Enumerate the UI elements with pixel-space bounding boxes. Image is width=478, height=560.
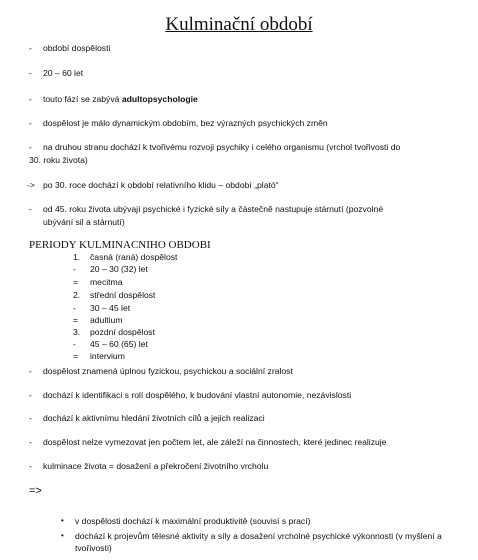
bullet-item: dochází k projevům tělesné aktivity a síly a dosažení vrcholné psychické výkonnosti (v myšlení a tvořivosti) — [75, 531, 442, 553]
dash-marker: - — [29, 118, 32, 128]
period-eq: = — [73, 351, 79, 361]
period-name: střední dospělost — [90, 290, 156, 300]
list-item-continuation: ubývání sil a stárnutí) — [43, 217, 125, 227]
dash-marker: - — [29, 142, 32, 152]
list-item: dochází k identifikaci s rolí dospělého, k budování vlastní autonomie, nezávislosti — [43, 390, 352, 400]
dash-marker: - — [29, 461, 32, 471]
dash-marker: - — [29, 413, 32, 423]
list-item: kulminace života = dosažení a překročení životního vrcholu — [43, 461, 269, 471]
period-number: 1. — [73, 252, 81, 262]
period-number: 3. — [73, 327, 81, 337]
period-term: intervium — [90, 351, 125, 361]
period-dash: - — [73, 339, 76, 349]
dash-marker: - — [29, 204, 32, 214]
period-dash: - — [73, 303, 76, 313]
period-dash: - — [73, 264, 76, 274]
list-item: na druhou stranu dochází k tvořivému rozvoji psychiky i celého organismu (vrchol tvořivosti do — [43, 142, 401, 152]
list-item: dochází k aktivnímu hledání životních cílů a jejich realizaci — [43, 413, 265, 423]
list-item: období dospělosti — [43, 43, 111, 53]
list-item: po 30. roce dochází k období relativního klidu – období „plató“ — [43, 180, 279, 190]
period-eq: = — [73, 315, 79, 325]
list-item: 20 – 60 let — [43, 68, 84, 78]
period-eq: = — [73, 277, 79, 287]
period-name: časná (raná) dospělost — [90, 252, 178, 262]
dash-marker: - — [29, 94, 32, 104]
dash-marker: - — [29, 68, 32, 78]
period-years: 30 – 45 let — [90, 303, 131, 313]
implies-arrow: => — [29, 485, 42, 497]
period-term: mecitma — [90, 277, 123, 287]
dash-marker: - — [29, 43, 32, 53]
bullet-item: v dospělosti dochází k maximální produktivitě (souvisí s prací) — [75, 516, 311, 526]
dash-marker: - — [29, 390, 32, 400]
list-item: od 45. roku života ubývají psychické i fyzické síly a částečně nastupuje stárnutí (pozvolné — [43, 204, 384, 214]
list-item — [43, 93, 198, 105]
arrow-marker: -> — [27, 180, 35, 190]
period-name: pozdní dospělost — [90, 327, 155, 337]
period-years: 20 – 30 (32) let — [90, 264, 148, 274]
bold-term: adultopsychologie — [121, 94, 198, 104]
period-term: adultium — [90, 315, 123, 325]
list-item: dospělost znamená úplnou fyzickou, psychickou a sociální zralost — [43, 366, 293, 376]
bullet-icon: • — [61, 516, 64, 525]
dash-marker: - — [29, 366, 32, 376]
list-item-text: touto fází se zabývá — [43, 94, 122, 104]
section-heading: PERIODY KULMINACNIHO OBDOBI — [29, 239, 211, 251]
list-item: dospělost je málo dynamickým obdobím, bez výrazných psychických změn — [43, 118, 328, 128]
period-number: 2. — [73, 290, 81, 300]
list-item: dospělost nelze vymezovat jen počtem let, ale záleží na činnostech, které jedinec realizuje — [43, 437, 387, 447]
dash-marker: - — [29, 437, 32, 447]
bullet-icon: • — [61, 531, 64, 540]
period-years: 45 – 60 (65) let — [90, 339, 148, 349]
page-title: Kulminační období — [165, 14, 313, 35]
list-item-continuation: 30. roku života) — [29, 155, 88, 165]
